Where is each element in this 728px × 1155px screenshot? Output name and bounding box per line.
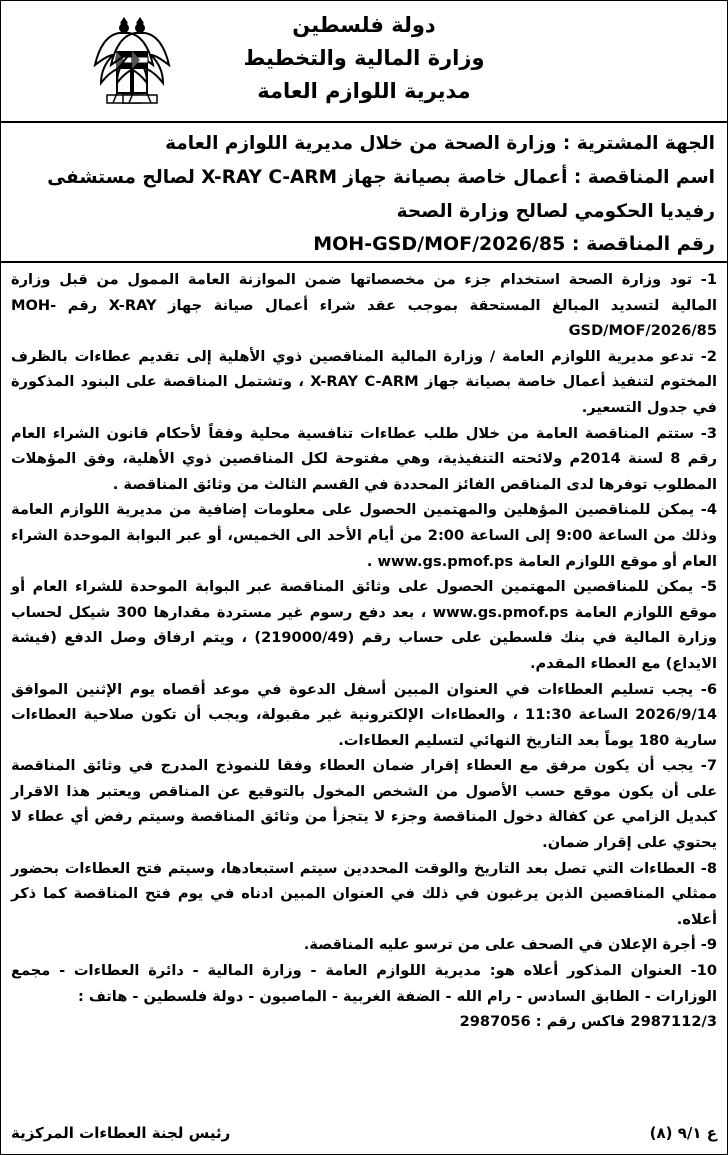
clause: 5- يمكن للمناقصين المهتمين الحصول على وثائق المناقصة عبر البوابة الموحدة للشراء العام أو موقع اللوازم العامة www.gs.pmof.ps ، بعد دفع رسوم غير مستردة مقدارها 300 شيكل لحساب وزارة المالية في بنك فلسطين على حساب رقم (219000/49) ، ويتم ارفاق وصل الدفع (فيشة الايداع) مع العطاء المقدم.	[11, 578, 717, 672]
reference-code: ع ٩/١ (٨)	[649, 1124, 717, 1142]
directorate-name: مديرية اللوازم العامة	[257, 79, 471, 103]
contact-clause	[11, 958, 717, 1035]
footer	[11, 1114, 717, 1144]
tender-name-line: رفيديا الحكومي لصالح وزارة الصحة	[396, 201, 715, 222]
clause: 4- يمكن للمناقصين المؤهلين والمهتمين الحصول على معلومات إضافية من مديرية اللوازم العامة وذلك من الساعة 9:00 إلى الساعة 2:00 من أيام الأحد الى الخميس، أو عبر البوابة الموحدة الشراء العام أو موقع اللوازم العامة www.gs.pmof.ps .	[11, 501, 718, 570]
tender-clauses	[1, 263, 727, 1035]
clause: 9- أجرة الإعلان في الصحف على من ترسو عليه المناقصة.	[303, 936, 717, 954]
ministry-name: وزارة المالية والتخطيط	[243, 46, 485, 70]
palestine-eagle-emblem-icon	[109, 13, 171, 109]
clause: 8- العطاءات التي تصل بعد التاريخ والوقت المحددين سيتم استبعادها، وسيتم فتح العطاءات بحضور ممثلي المناقصين الذين يرغبون في ذلك في العنوان المبين ادناه في يوم فتح المناقصة كما ذكر أعلاه.	[11, 859, 717, 928]
clause: 2- تدعو مديرية اللوازم العامة / وزارة المالية المناقصين ذوي الأهلية إلى تقديم عطاءات بالظرف المختوم لتنفيذ أعمال خاصة بصيانة جهاز X-RAY C-ARM ، وتشتمل المناقصة على البنود المذكورة في جدول التسعير.	[11, 347, 717, 416]
clause: 7- يجب أن يكون مرفق مع العطاء إقرار ضمان العطاء وفقا للنموذج المدرج في وثائق المناقصة على أن يكون موقع حسب الأصول من الشخص المخول بالتوقيع عن المناقص ويعتبر هذا الاقرار كبديل الزامي عن كفالة دخول المناقصة وجزء لا يتجزأ من وثائق المناقصة وسيتم رفض أي عطاء لا يحتوي على إقرار ضمان.	[11, 757, 717, 852]
tender-number: رقم المناقصة : MOH-GSD/MOF/2026/85	[313, 233, 715, 255]
clause: 6- يجب تسليم العطاءات في العنوان المبين أسفل الدعوة في موعد أقصاه يوم الإثنين الموافق 2026/9/14 الساعة 11:30 ، والعطاءات الإلكترونية غير مقبولة، ويجب أن تكون صلاحية العطاءات سارية 180 يوماً بعد التاريخ النهائي لتسليم العطاءات.	[11, 680, 718, 749]
tender-summary	[1, 123, 727, 263]
tender-name-line: اسم المناقصة : أعمال خاصة بصيانة جهاز X-RAY C-ARM لصالح مستشفى	[47, 167, 715, 188]
clause: 1- تود وزارة الصحة استخدام جزء من مخصصاتها ضمن الموازنة العامة الممول من قبل وزارة المالية لتسديد المبالغ المستحقة بموجب عقد شراء أعمال صيانة جهاز X-RAY رقم MOH-GSD/MOF/2026/85	[11, 271, 717, 340]
letterhead	[1, 1, 727, 123]
signer-title: رئيس لجنة العطاءات المركزية	[11, 1124, 231, 1142]
contact-address: 10- العنوان المذكور أعلاه هو: مديرية اللوازم العامة - وزارة المالية - دائرة العطاءات - مجمع الوزارات - الطابق السادس - رام الله - الضفة الغربية - الماصيون - دولة فلسطين - هاتف :	[11, 962, 717, 1005]
buyer-line: الجهة المشترية : وزارة الصحة من خلال مديرية اللوازم العامة	[165, 133, 715, 154]
clause: 3- ستتم المناقصة العامة من خلال طلب عطاءات تنافسية محلية وفقاً لأحكام قانون الشراء العام رقم 8 لسنة 2014م ولائحته التنفيذية، وهي مفتوحة لكل المناقصين ذوي الأهلية، وفق المؤهلات المطلوب توفرها لدى المناقص الفائز المحددة في القسم الثالث من وثائق المناقصة .	[11, 424, 717, 493]
contact-phones: 2987112/3 فاكس رقم : 2987056	[459, 1013, 717, 1031]
country-name: دولة فلسطين	[292, 13, 436, 37]
